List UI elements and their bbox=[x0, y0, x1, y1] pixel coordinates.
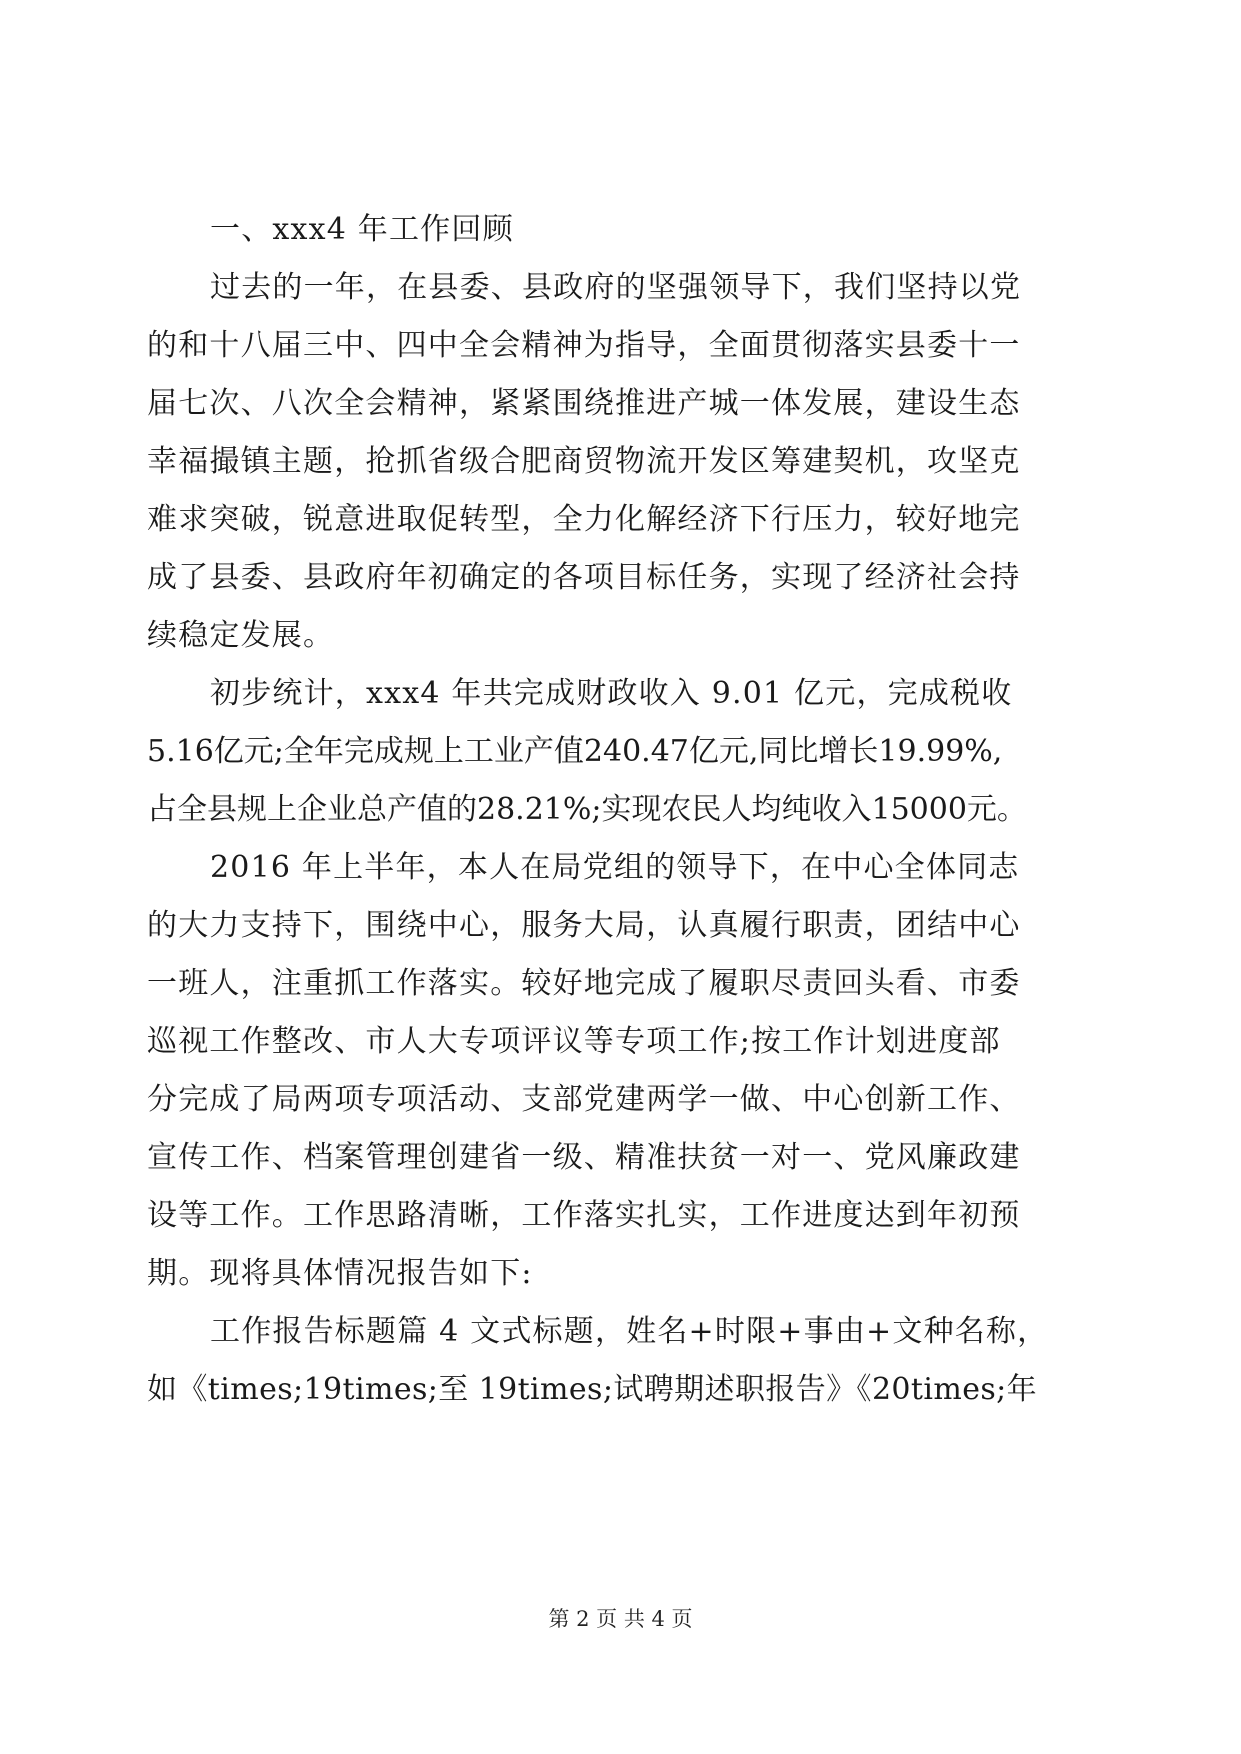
paragraph-1-line-6: 成了县委、县政府年初确定的各项目标任务，实现了经济社会持 bbox=[147, 560, 1021, 595]
paragraph-3-line-2: 的大力支持下，围绕中心，服务大局，认真履行职责，团结中心 bbox=[147, 908, 1021, 943]
paragraph-1-line-1: 过去的一年，在县委、县政府的坚强领导下，我们坚持以党 bbox=[210, 270, 1022, 305]
section-heading: 一、xxx4 年工作回顾 bbox=[210, 212, 514, 247]
paragraph-1-line-3: 届七次、八次全会精神，紧紧围绕推进产城一体发展，建设生态 bbox=[147, 386, 1021, 421]
paragraph-3-line-3: 一班人，注重抓工作落实。较好地完成了履职尽责回头看、市委 bbox=[147, 966, 1021, 1001]
paragraph-4-line-2: 如《times;19times;至 19times;试聘期述职报告》《20times;年 bbox=[147, 1372, 1038, 1407]
paragraph-3-line-5: 分完成了局两项专项活动、支部党建两学一做、中心创新工作、 bbox=[147, 1082, 1021, 1117]
paragraph-3-line-6: 宣传工作、档案管理创建省一级、精准扶贫一对一、党风廉政建 bbox=[147, 1140, 1021, 1175]
paragraph-3-line-8: 期。现将具体情况报告如下: bbox=[147, 1256, 533, 1291]
paragraph-3-line-7: 设等工作。工作思路清晰，工作落实扎实，工作进度达到年初预 bbox=[147, 1198, 1021, 1233]
paragraph-1-line-7: 续稳定发展。 bbox=[147, 618, 335, 653]
paragraph-2-line-3: 占全县规上企业总产值的28.21%;实现农民人均纯收入15000元。 bbox=[147, 792, 1027, 827]
paragraph-2-line-2: 5.16亿元;全年完成规上工业产值240.47亿元,同比增长19.99%, bbox=[147, 734, 1003, 769]
paragraph-2-line-1: 初步统计，xxx4 年共完成财政收入 9.01 亿元，完成税收 bbox=[210, 676, 1013, 711]
page-number-footer: 第 2 页 共 4 页 bbox=[548, 1607, 693, 1631]
paragraph-1-line-5: 难求突破，锐意进取促转型，全力化解经济下行压力，较好地完 bbox=[147, 502, 1021, 537]
paragraph-1-line-4: 幸福撮镇主题，抢抓省级合肥商贸物流开发区筹建契机，攻坚克 bbox=[147, 444, 1021, 479]
paragraph-3-line-4: 巡视工作整改、市人大专项评议等专项工作;按工作计划进度部 bbox=[147, 1024, 1001, 1059]
paragraph-4-line-1: 工作报告标题篇 4 文式标题，姓名+时限+事由+文种名称， bbox=[210, 1314, 1049, 1349]
paragraph-1-line-2: 的和十八届三中、四中全会精神为指导，全面贯彻落实县委十一 bbox=[147, 328, 1021, 363]
paragraph-3-line-1: 2016 年上半年，本人在局党组的领导下，在中心全体同志 bbox=[210, 850, 1020, 885]
